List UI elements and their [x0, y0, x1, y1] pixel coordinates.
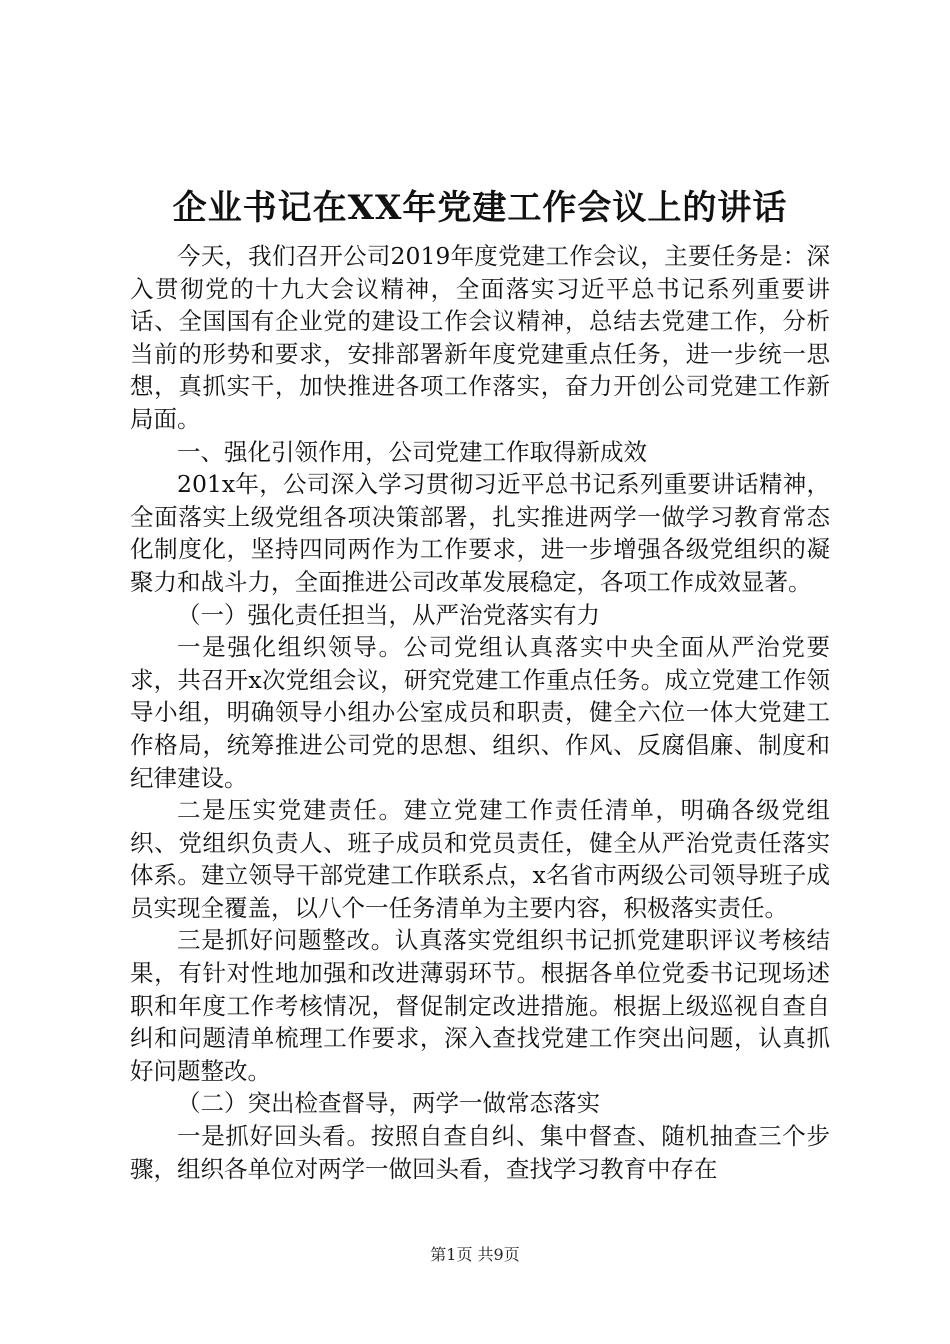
document-page	[130, 184, 830, 1185]
document-title: 企业书记在XX年党建工作会议上的讲话	[172, 188, 788, 228]
paragraph-item-1: 一是强化组织领导。公司党组认真落实中央全面从严治党要求，共召开x次党组会议，研究党建工作重点任务。成立党建工作领导小组，明确领导小组办公室成员和职责，健全六位一体大党建工作格局，统筹推进公司党的思想、组织、作风、反腐倡廉、制度和纪律建设。	[130, 633, 830, 792]
paragraph-item-4: 一是抓好回头看。按照自查自纠、集中督查、随机抽查三个步骤，组织各单位对两学一做回头看，查找学习教育中存在	[130, 1122, 830, 1183]
paragraph-item-3: 三是抓好问题整改。认真落实党组织书记抓党建职评议考核结果，有针对性地加强和改进薄弱环节。根据各单位党委书记现场述职和年度工作考核情况，督促制定改进措施。根据上级巡视自查自纠和问题清单梳理工作要求，深入查找党建工作突出问题，认真抓好问题整改。	[130, 926, 830, 1085]
section-heading-1: 一、强化引领作用，公司党建工作取得新成效	[177, 437, 647, 466]
paragraph-item-2: 二是压实党建责任。建立党建工作责任清单，明确各级党组织、党组织负责人、班子成员和党员责任，健全从严治党责任落实体系。建立领导干部党建工作联系点，x名省市两级公司领导班子成员实现全覆盖，以八个一任务清单为主要内容，积极落实责任。	[130, 796, 830, 922]
page-number-footer: 第1页 共9页	[430, 1245, 520, 1264]
paragraph-intro: 今天，我们召开公司2019年度党建工作会议，主要任务是：深入贯彻党的十九大会议精神，全面落实习近平总书记系列重要讲话、全国国有企业党的建设工作会议精神，总结去党建工作，分析当前的形势和要求，安排部署新年度党建重点任务，进一步统一思想，真抓实干，加快推进各项工作落实，奋力开创公司党建工作新局面。	[130, 242, 830, 433]
subsection-heading-2: （二）突出检查督导，两学一做常态落实	[177, 1089, 600, 1118]
paragraph-section-1: 201x年，公司深入学习贯彻习近平总书记系列重要讲话精神，全面落实上级党组各项决策部署，扎实推进两学一做学习教育常态化制度化，坚持四同两作为工作要求，进一步增强各级党组织的凝聚力和战斗力，全面推进公司改革发展稳定，各项工作成效显著。	[130, 470, 830, 596]
subsection-heading-1: （一）强化责任担当，从严治党落实有力	[177, 600, 600, 629]
